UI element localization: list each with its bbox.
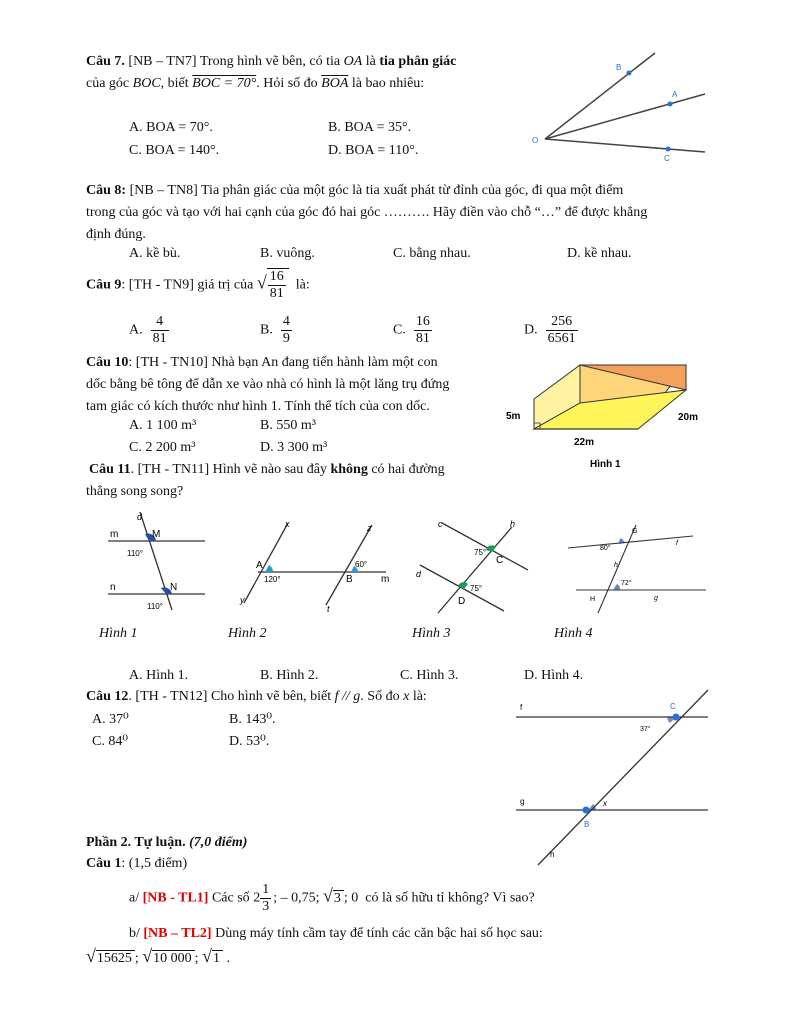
q12-option-c: C. 84⁰ xyxy=(92,734,128,749)
q10-label: Câu 10 xyxy=(86,355,129,370)
q12-label: Câu 12 xyxy=(86,689,129,704)
svg-text:A: A xyxy=(256,560,263,571)
c1-a-line: a/ [NB - TL1] Các số 2 $\frac{1}{3}$ ; – 0,75; √3 ; 0 có là số hữu tỉ không? Vì sao? xyxy=(129,882,535,914)
q11-option-b: B. Hình 2. xyxy=(260,668,319,683)
q7-boc: BOC xyxy=(132,76,161,91)
q12-figure xyxy=(510,685,710,870)
q11-text1: . [TH - TN11] Hình vẽ nào sau đây xyxy=(130,462,327,477)
q11-line1 xyxy=(89,462,445,478)
root-2: 10 000 xyxy=(152,950,195,967)
label-o: O xyxy=(532,136,539,145)
q7-line2 xyxy=(86,76,424,92)
q7-option-c: C. BOA = 140°. xyxy=(129,143,220,158)
q11-cap3: Hình 3 xyxy=(412,626,451,641)
q7-text2: là xyxy=(365,54,376,69)
q10-line3: tam giác có kích thước như hình 1. Tính thể tích của con dốc. xyxy=(86,399,430,414)
q12-par: f // g xyxy=(334,689,361,704)
q10-option-c: C. 2 200 m³ xyxy=(129,440,196,455)
q8-line2: trong của góc và tạo với hai cạnh của góc đó hai góc ………. Hãy điền vào chỗ “…” để được khẳng xyxy=(86,205,648,220)
q7-oa: OA xyxy=(343,54,363,69)
q7-tag: [NB – TN7] xyxy=(128,54,197,69)
label-height: 5m xyxy=(506,411,521,422)
svg-text:t: t xyxy=(327,604,330,614)
q12-line1 xyxy=(86,689,427,705)
point-b xyxy=(627,71,632,76)
q7-line2a: của góc xyxy=(86,76,130,91)
label-angle: 37° xyxy=(640,726,651,733)
q10-option-a: A. 1 100 m³ xyxy=(129,418,197,433)
c1-label: Câu 1 xyxy=(86,856,122,871)
q7-boa: $\overline{BOA}$ xyxy=(321,76,349,91)
q8-option-b: B. vuông. xyxy=(260,246,315,261)
svg-text:72°: 72° xyxy=(621,580,632,587)
q7-option-a: A. BOA = 70°. xyxy=(129,120,213,135)
svg-text:75°: 75° xyxy=(470,584,483,593)
q11-line2: thẳng song song? xyxy=(86,484,184,499)
q11-option-a: A. Hình 1. xyxy=(129,668,189,683)
q7-label: Câu 7. xyxy=(86,54,125,69)
c1-b-tag: [NB – TL2] xyxy=(143,926,212,941)
svg-text:B: B xyxy=(346,574,353,585)
q8-label: Câu 8: xyxy=(86,183,127,198)
svg-text:80°: 80° xyxy=(600,545,611,552)
point-a xyxy=(668,102,673,107)
q12-option-a: A. 37⁰ xyxy=(92,712,129,727)
svg-text:m: m xyxy=(110,529,119,540)
svg-text:h: h xyxy=(510,519,516,529)
q9-option-a: A. $\frac{4}{81}$ xyxy=(129,314,167,346)
q8-option-d: D. kề nhau. xyxy=(567,246,632,261)
q10-prism-figure xyxy=(500,345,715,470)
q11-fig3 xyxy=(412,515,532,615)
q7-line2b: , biết xyxy=(160,76,189,91)
q11-fig4 xyxy=(558,515,708,615)
q7-text1: Trong hình vẽ bên, có tia xyxy=(199,54,341,69)
svg-text:d: d xyxy=(416,569,422,579)
q12-text2: . Số đo xyxy=(360,689,400,704)
q11-option-c: C. Hình 3. xyxy=(400,668,459,683)
svg-text:g: g xyxy=(654,595,658,602)
label-width: 22m xyxy=(574,437,595,448)
q7-given: BOC = 70° xyxy=(192,76,257,91)
svg-text:c: c xyxy=(438,519,443,529)
q7-figure xyxy=(530,48,715,168)
label-a: A xyxy=(672,90,678,99)
root-3: 1 xyxy=(212,950,223,967)
q9-label: Câu 9 xyxy=(86,277,122,293)
label-g: g xyxy=(520,797,525,806)
q8-text1: [NB – TN8] Tia phân giác của một góc là tia xuất phát từ đỉnh của góc, đi qua một điểm xyxy=(129,183,624,198)
part2-score: (7,0 điểm) xyxy=(189,835,248,850)
q9-end: là: xyxy=(295,277,310,293)
point-c xyxy=(673,714,680,721)
svg-text:x: x xyxy=(285,519,290,529)
svg-text:C: C xyxy=(496,555,504,566)
q7-option-b: B. BOA = 35°. xyxy=(328,120,412,135)
label-length: 20m xyxy=(678,412,699,423)
ray-ob xyxy=(545,53,655,139)
label-f: f xyxy=(520,703,523,712)
label-b: B xyxy=(584,820,590,829)
q10-option-d: D. 3 300 m³ xyxy=(260,440,328,455)
part2-c1 xyxy=(86,856,187,872)
label-c: C xyxy=(664,154,670,163)
q8-line3: định đúng. xyxy=(86,227,146,242)
q12-option-b: B. 143⁰. xyxy=(229,712,276,727)
svg-text:120°: 120° xyxy=(264,575,281,584)
q11-option-d: D. Hình 4. xyxy=(524,668,584,683)
c1-b-line: b/ [NB – TL2] Dùng máy tính cầm tay để tính các căn bậc hai số học sau: xyxy=(129,926,543,941)
q7-line1 xyxy=(86,54,456,70)
q9-den: 81 xyxy=(269,286,284,301)
q7-option-d: D. BOA = 110°. xyxy=(328,143,419,158)
q7-line2c: . Hỏi số đo xyxy=(256,76,318,91)
svg-text:60°: 60° xyxy=(355,560,368,569)
q10-line2: dốc bằng bê tông để dẫn xe vào nhà có hình là một lăng trụ đứng xyxy=(86,377,450,392)
q10-option-b: B. 550 m³ xyxy=(260,418,316,433)
q9-option-b: B. $\frac{4}{9}$ xyxy=(260,314,290,346)
figure-caption: Hình 1 xyxy=(590,459,621,470)
svg-text:110°: 110° xyxy=(127,549,143,558)
q9-option-d: D. $\frac{256}{6561}$ xyxy=(524,314,576,346)
q8-option-a: A. kề bù. xyxy=(129,246,181,261)
q12-x: x xyxy=(403,689,410,704)
part2-title: Phần 2. Tự luận. xyxy=(86,835,186,850)
svg-text:75°: 75° xyxy=(474,548,487,557)
c1-a-tag: [NB - TL1] xyxy=(142,890,209,906)
q11-bold: không xyxy=(330,462,368,477)
svg-text:N: N xyxy=(170,582,178,593)
label-h: h xyxy=(550,850,555,859)
svg-text:m: m xyxy=(381,574,390,585)
point-c xyxy=(666,147,671,152)
svg-text:110°: 110° xyxy=(147,602,163,611)
c1-b-roots: √15625 ; √10 000 ; √1 . xyxy=(86,946,230,966)
root-1: 15625 xyxy=(96,950,135,967)
svg-text:d: d xyxy=(137,512,143,522)
q7-line2d: là bao nhiêu: xyxy=(351,76,425,91)
part2-heading xyxy=(86,835,247,851)
q9-num: 16 xyxy=(269,269,284,284)
q11-cap1: Hình 1 xyxy=(99,626,138,641)
q11-cap2: Hình 2 xyxy=(228,626,267,641)
line-h xyxy=(538,690,708,865)
q11-label: Câu 11 xyxy=(89,462,131,477)
q7-bold: tia phân giác xyxy=(379,54,457,69)
svg-text:H: H xyxy=(590,596,596,603)
q9-option-c: C. $\frac{16}{81}$ xyxy=(393,314,430,346)
q11-fig1 xyxy=(100,510,212,615)
c1-score: : (1,5 điểm) xyxy=(121,856,188,871)
q12-end: là: xyxy=(412,689,427,704)
q9-text: : [TH - TN9] giá trị của xyxy=(121,277,254,293)
svg-text:n: n xyxy=(110,582,116,593)
q10-text1: : [TH - TN10] Nhà bạn An đang tiến hành làm một con xyxy=(128,355,438,370)
label-b: B xyxy=(616,63,622,72)
q12-text: . [TH - TN12] Cho hình vẽ bên, biết xyxy=(128,689,332,704)
q11-cap4: Hình 4 xyxy=(554,626,593,641)
svg-text:D: D xyxy=(458,596,466,607)
svg-text:z: z xyxy=(367,523,372,533)
svg-text:h: h xyxy=(614,562,618,569)
q10-line1 xyxy=(86,355,438,371)
svg-text:M: M xyxy=(152,529,161,540)
q9-line: Câu 9: [TH - TN9] giá trị của √ $\frac{16}{81}$ là: xyxy=(86,269,310,301)
svg-text:y: y xyxy=(240,595,245,605)
label-x: x xyxy=(603,799,607,808)
q8-line1 xyxy=(86,183,623,199)
point-b xyxy=(583,807,590,814)
q12-option-d: D. 53⁰. xyxy=(229,734,270,749)
q11-fig2 xyxy=(236,515,394,615)
q8-option-c: C. bằng nhau. xyxy=(393,246,471,261)
ray-oa xyxy=(545,94,705,139)
svg-text:f: f xyxy=(676,540,678,547)
label-c: C xyxy=(670,702,676,711)
svg-text:G: G xyxy=(632,528,638,535)
ray-oc xyxy=(545,139,705,152)
q11-text1b: có hai đường xyxy=(371,462,445,477)
